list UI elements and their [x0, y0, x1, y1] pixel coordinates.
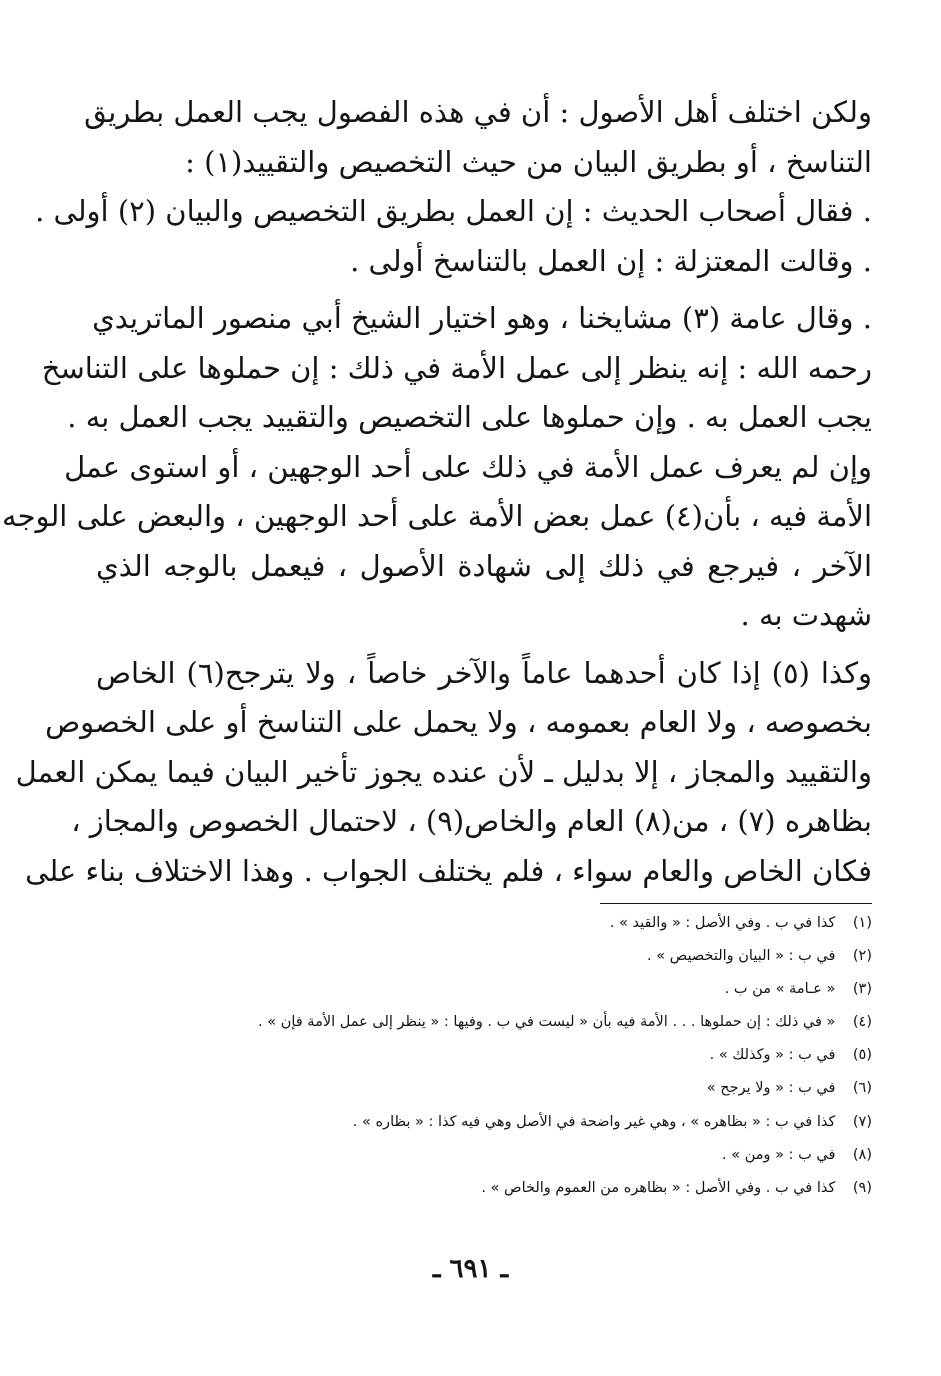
footnote-number: (٨)	[852, 1146, 872, 1163]
page-number: ـ ٦٩١ ـ	[432, 1254, 509, 1284]
footnote	[92, 1172, 872, 1205]
body-line: فكان الخاص والعام سواء ، فلم يختلف الجواب . وهذا الاختلاف بناء على	[25, 853, 872, 888]
footnotes	[92, 907, 872, 1205]
footnote	[92, 1039, 872, 1072]
footnote-number: (٤)	[852, 1014, 872, 1031]
body-line: ولكن اختلف أهل الأصول : أن في هذه الفصول يجب العمل بطريق	[84, 95, 872, 129]
footnote-divider	[600, 903, 872, 904]
footnote-text: في ب : « ولا يرجح »	[706, 1080, 836, 1097]
footnote-text: كذا في ب . وفي الأصل : « بظاهره من العموم والخاص » .	[481, 1179, 836, 1196]
footnote-text: في ب : « وكذلك » .	[709, 1047, 836, 1064]
footnote-text: كذا في ب : « بظاهره » ، وهي غير واضحة في الأصل وهي فيه كذا : « بظاره » .	[352, 1113, 836, 1130]
body-line: . وقال عامة (٣) مشايخنا ، وهو اختيار الشيخ أبي منصور الماتريدي	[92, 301, 872, 335]
body-line: رحمه الله : إنه ينظر إلى عمل الأمة في ذلك : إن حملوها على التناسخ	[41, 350, 872, 385]
footnote-text: كذا في ب . وفي الأصل : « والقيد » .	[609, 915, 836, 931]
footnote-number: (٣)	[852, 981, 872, 998]
body-line: وكذا (٥) إذا كان أحدهما عاماً والآخر خاصاً ، ولا يترجح(٦) الخاص	[96, 655, 873, 690]
footnote-number: (٧)	[852, 1113, 872, 1130]
body-text	[2, 88, 873, 896]
footnote-text: في ب : « ومن » .	[722, 1146, 836, 1163]
footnote	[92, 907, 872, 940]
paragraph-gap	[96, 641, 872, 649]
body-line: والتقييد والمجاز ، إلا بدليل ـ لأن عنده يجوز تأخير البيان فيما يمكن العمل	[15, 754, 872, 789]
footnote-number: (٢)	[852, 948, 872, 965]
footnote-number: (٩)	[852, 1179, 872, 1196]
paragraph-gap	[96, 286, 872, 294]
body-line: . فقال أصحاب الحديث : إن العمل بطريق التخصيص والبيان (٢) أولى .	[35, 194, 872, 228]
body-line: الآخر ، فيرجع في ذلك إلى شهادة الأصول ، فيعمل بالوجه الذي	[96, 548, 872, 583]
body-line: . وقالت المعتزلة : إن العمل بالتناسخ أولى .	[350, 243, 872, 278]
body-line: شهدت به .	[740, 598, 872, 632]
body-line: الأمة فيه ، بأن(٤) عمل بعض الأمة على أحد الوجهين ، والبعض على الوجه	[2, 499, 872, 533]
body-line: بظاهره (٧) ، من(٨) العام والخاص(٩) ، لاحتمال الخصوص والمجاز ،	[71, 804, 872, 838]
footnote	[92, 1006, 872, 1039]
footnote-text: « عـامة » من ب .	[724, 981, 836, 998]
footnote-number: (٦)	[852, 1080, 872, 1097]
footnote-number: (١)	[852, 915, 872, 931]
body-line: بخصوصه ، ولا العام بعمومه ، ولا يحمل على التناسخ أو على الخصوص	[45, 705, 872, 739]
footnote	[92, 1072, 872, 1105]
footnote	[92, 1139, 872, 1172]
footnote	[92, 1106, 872, 1139]
body-line: يجب العمل به . وإن حملوها على التخصيص والتقييد يجب العمل به .	[67, 400, 872, 434]
footnote	[92, 973, 872, 1006]
footnote	[92, 940, 872, 973]
body-line: التناسخ ، أو بطريق البيان من حيث التخصيص والتقييد(١) :	[185, 144, 872, 179]
footnote-number: (٥)	[852, 1047, 872, 1064]
footnote-text: في ب : « البيان والتخصيص » .	[647, 948, 836, 965]
body-line: وإن لم يعرف عمل الأمة في ذلك على أحد الوجهين ، أو استوى عمل	[64, 449, 872, 484]
footnote-text: « في ذلك : إن حملوها . . . الأمة فيه بأن « ليست في ب . وفيها : « ينظر إلى عمل الأمة فإن » .	[258, 1014, 836, 1031]
